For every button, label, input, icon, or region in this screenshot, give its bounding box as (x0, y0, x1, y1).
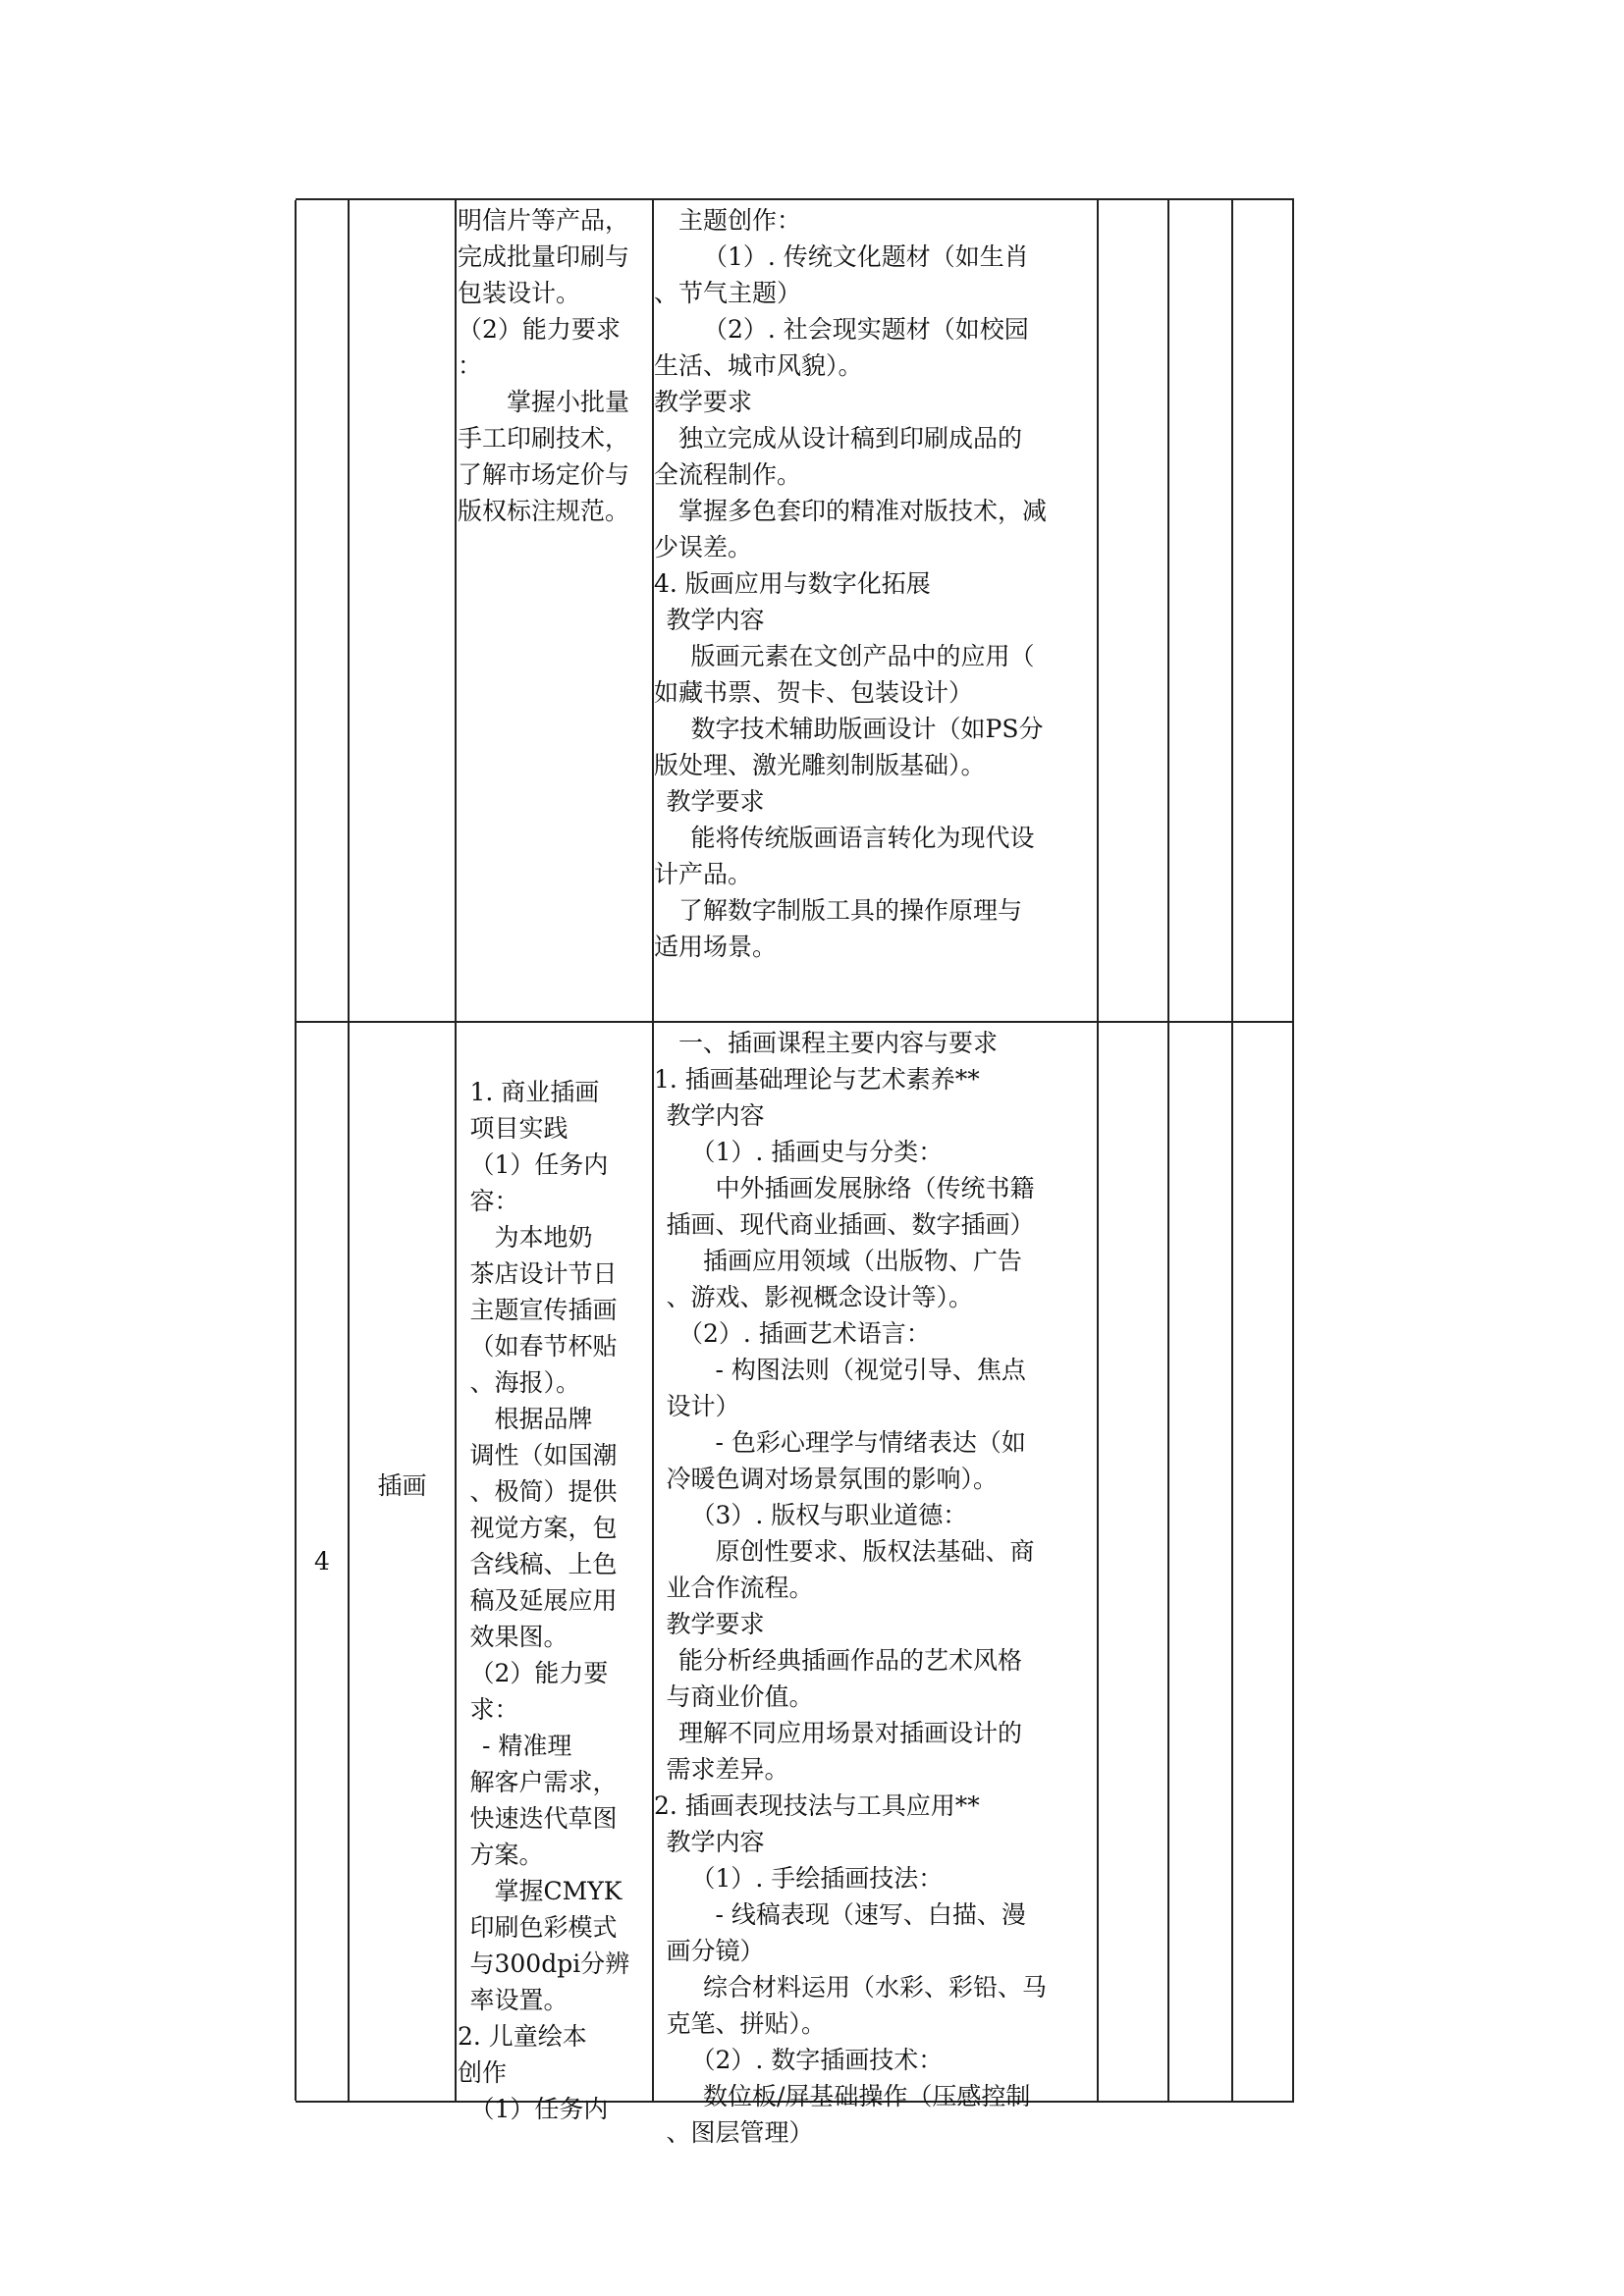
cell-text-line: 画分镜） (666, 1937, 765, 1965)
row1-course-cell (350, 200, 455, 1021)
cell-text-line: （2）能力要求 (458, 315, 621, 344)
cell-text-line: 教学内容 (666, 1828, 765, 1856)
cell-text-line: （1）任务内 (469, 2095, 609, 2123)
cell-text-line: 茶店设计节日 (469, 1259, 618, 1288)
cell-text-line: 计产品。 (654, 860, 753, 888)
cell-text-line: 适用场景。 (654, 933, 778, 961)
cell-text-line: 解客户需求， (469, 1768, 618, 1796)
cell-text-line: （如春节杯贴 (469, 1332, 618, 1361)
cell-text-line: 为本地奶 (494, 1223, 593, 1252)
cell-text-line: 与300dpi分辨 (469, 1949, 630, 1978)
cell-text-line: 包装设计。 (458, 279, 581, 307)
cell-text-line: 求： (469, 1695, 519, 1724)
cell-text-line: 业合作流程。 (666, 1574, 814, 1602)
column-border (455, 200, 457, 2101)
course-table (296, 198, 1294, 2147)
cell-text-line: 理解不同应用场景对插画设计的 (678, 1719, 1023, 1747)
cell-text-line: 容： (469, 1187, 519, 1215)
cell-text-line: （2）. 数字插画技术： (690, 2046, 944, 2074)
cell-text-line: 1. 商业插画 (469, 1078, 600, 1106)
cell-text-line: 克笔、拼贴）。 (666, 2009, 827, 2038)
cell-text-line: 稿及延展应用 (469, 1586, 618, 1615)
cell-text-line: 方案。 (469, 1841, 544, 1869)
cell-text-line: （2）. 插画艺术语言： (678, 1319, 931, 1348)
cell-text-line: 数字技术辅助版画设计（如PS分 (690, 715, 1044, 743)
cell-text-line: （1）任务内 (469, 1150, 609, 1179)
cell-text-line: - 构图法则（视觉引导、焦点 (715, 1356, 1026, 1384)
cell-text-line: 快速迭代草图 (469, 1804, 618, 1833)
cell-text-line: （2）. 社会现实题材（如校园 (703, 315, 1029, 344)
cell-text-line: 2. 儿童绘本 (458, 2022, 587, 2051)
cell-text-line: 主题创作： (678, 206, 802, 235)
cell-text-line: 掌握CMYK (494, 1877, 623, 1905)
row1-ability-cell (458, 202, 652, 529)
cell-text-line: 、图层管理） (666, 2118, 814, 2147)
row2-ability-cell (458, 1074, 652, 2127)
cell-text-line: 、游戏、影视概念设计等）。 (666, 1283, 974, 1311)
row1-empty-cell (1169, 200, 1231, 1021)
cell-text-line: 综合材料运用（水彩、彩铅、马 (703, 1973, 1048, 2002)
cell-text-line: ： (458, 351, 483, 380)
cell-text-line: 版处理、激光雕刻制版基础）。 (654, 751, 986, 779)
cell-text-line: 中外插画发展脉络（传统书籍 (715, 1174, 1035, 1202)
cell-text-line: （3）. 版权与职业道德： (690, 1501, 968, 1529)
cell-text-line: 印刷色彩模式 (469, 1913, 618, 1942)
column-border (1292, 200, 1294, 2101)
cell-text-line: 教学内容 (666, 1101, 765, 1130)
cell-text-line: 全流程制作。 (654, 460, 802, 489)
cell-text-line: 视觉方案，包 (469, 1514, 618, 1542)
cell-text-line: 手工印刷技术， (458, 424, 630, 453)
cell-text-line: 1. 插画基础理论与艺术素养** (654, 1065, 980, 1094)
cell-text-line: 能分析经典插画作品的艺术风格 (678, 1646, 1023, 1675)
cell-text-line: （1）. 插画史与分类： (690, 1138, 944, 1166)
cell-text-line: 如藏书票、贺卡、包装设计） (654, 678, 974, 707)
row2-empty-cell (1169, 1023, 1231, 2099)
cell-text-line: 生活、城市风貌）。 (654, 351, 863, 380)
cell-text-line: - 精准理 (482, 1732, 572, 1760)
row1-content-cell (654, 202, 1096, 965)
row1-empty-cell (1099, 200, 1167, 1021)
cell-text-line: 冷暖色调对场景氛围的影响）。 (666, 1465, 999, 1493)
cell-text-line: （1）. 手绘插画技法： (690, 1864, 944, 1893)
row2-number-cell (296, 1023, 349, 2099)
cell-text-line: 掌握小批量 (507, 388, 630, 416)
cell-text-line: 明信片等产品， (458, 206, 630, 235)
cell-text-line: 教学要求 (666, 787, 765, 816)
cell-text-line: 需求差异。 (666, 1755, 789, 1784)
cell-text-line: - 色彩心理学与情绪表达（如 (715, 1428, 1026, 1457)
cell-text-line: 、极简）提供 (469, 1477, 618, 1506)
cell-text-line: 主题宣传插画 (469, 1296, 618, 1324)
cell-text-line: 调性（如国潮 (469, 1441, 618, 1469)
cell-text-line: 率设置。 (469, 1986, 568, 2014)
cell-text-line: 版权标注规范。 (458, 497, 630, 525)
cell-text-line: 数位板/屏基础操作（压感控制 (703, 2082, 1031, 2110)
cell-text-line: 了解市场定价与 (458, 460, 630, 489)
cell-text-line: 项目实践 (469, 1114, 568, 1143)
cell-text-line: 插画、现代商业插画、数字插画） (666, 1210, 1035, 1239)
cell-text-line: - 线稿表现（速写、白描、漫 (715, 1900, 1026, 1929)
row1-number-cell (296, 200, 349, 1021)
cell-text-line: （2）能力要 (469, 1659, 609, 1687)
cell-text-line: 版画元素在文创产品中的应用（ (690, 642, 1035, 670)
cell-text-line: 效果图。 (469, 1623, 568, 1651)
cell-text-line: 掌握多色套印的精准对版技术，减 (678, 497, 1048, 525)
cell-text-line: 完成批量印刷与 (458, 242, 630, 271)
row2-content-cell (654, 1025, 1096, 2151)
cell-text-line: 了解数字制版工具的操作原理与 (678, 896, 1023, 925)
row2-course-cell (350, 1023, 455, 2099)
cell-text-line: 原创性要求、版权法基础、商 (715, 1537, 1035, 1566)
cell-text-line: 根据品牌 (494, 1405, 593, 1433)
course-name: 插画 (377, 1470, 427, 1500)
cell-text-line: 4. 版画应用与数字化拓展 (654, 569, 931, 598)
cell-text-line: （1）. 传统文化题材（如生肖 (703, 242, 1029, 271)
cell-text-line: 插画应用领域（出版物、广告 (703, 1247, 1023, 1275)
cell-text-line: 含线稿、上色 (469, 1550, 618, 1578)
cell-text-line: 独立完成从设计稿到印刷成品的 (678, 424, 1023, 453)
row1-empty-cell (1233, 200, 1292, 1021)
row2-empty-cell (1233, 1023, 1292, 2099)
cell-text-line: 设计） (666, 1392, 740, 1420)
row2-empty-cell (1099, 1023, 1167, 2099)
cell-text-line: 创作 (458, 2058, 508, 2087)
cell-text-line: 教学要求 (654, 388, 753, 416)
cell-text-line: 少误差。 (654, 533, 753, 561)
cell-text-line: 教学内容 (666, 606, 765, 634)
cell-text-line: 教学要求 (666, 1610, 765, 1638)
cell-text-line: 2. 插画表现技法与工具应用** (654, 1791, 980, 1820)
cell-text-line: 、节气主题） (654, 279, 802, 307)
cell-text-line: 能将传统版画语言转化为现代设 (690, 824, 1035, 852)
cell-text-line: 、海报）。 (469, 1368, 581, 1397)
row-number: 4 (314, 1546, 330, 1575)
cell-text-line: 与商业价值。 (666, 1682, 814, 1711)
cell-text-line: 一、插画课程主要内容与要求 (678, 1029, 999, 1057)
